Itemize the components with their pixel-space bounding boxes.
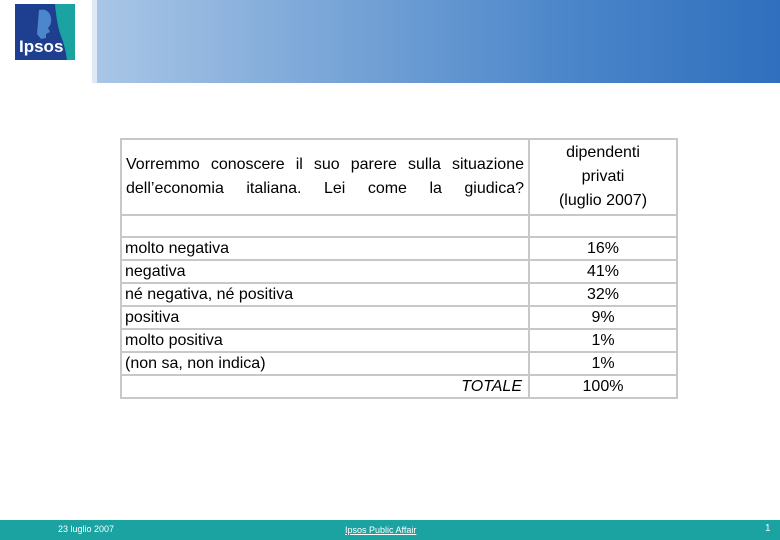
banner-gradient (97, 0, 780, 83)
column-header (529, 139, 677, 215)
table-row (121, 260, 677, 283)
row-value: 1% (529, 352, 677, 375)
table-row (121, 329, 677, 352)
row-value: 1% (529, 329, 677, 352)
question-cell: Vorremmo conoscere il suo parere sulla situazione dell’economia italiana. Lei come la giudica? (121, 139, 529, 215)
footer-date: 23 luglio 2007 (58, 524, 115, 534)
column-header-line: (luglio 2007) (558, 192, 648, 209)
row-label: positiva (121, 306, 529, 329)
total-value: 100% (529, 375, 677, 398)
row-label: né negativa, né positiva (121, 283, 529, 306)
logo-area (0, 0, 92, 83)
total-label: TOTALE (121, 375, 529, 398)
row-label: molto positiva (121, 329, 529, 352)
row-label: (non sa, non indica) (121, 352, 529, 375)
row-label: negativa (121, 260, 529, 283)
logo-text: Ipsos (19, 37, 64, 56)
row-value: 32% (529, 283, 677, 306)
header-banner (0, 0, 780, 83)
survey-table (120, 138, 678, 399)
footer-bar (0, 520, 780, 540)
row-value: 41% (529, 260, 677, 283)
table-row (121, 237, 677, 260)
table-row (121, 283, 677, 306)
blank-row (121, 215, 677, 237)
ipsos-logo (15, 4, 75, 60)
column-header-line: privati (581, 168, 625, 185)
footer-link[interactable]: Ipsos Public Affair (345, 525, 417, 535)
row-label: molto negativa (121, 237, 529, 260)
row-value: 16% (529, 237, 677, 260)
column-header-line: dipendenti (566, 144, 640, 161)
row-value: 9% (529, 306, 677, 329)
blank-cell (121, 215, 529, 237)
total-row (121, 375, 677, 398)
table-header-row (121, 139, 677, 215)
blank-cell (529, 215, 677, 237)
page-number: 1 (765, 523, 771, 534)
table-row (121, 306, 677, 329)
table-row (121, 352, 677, 375)
